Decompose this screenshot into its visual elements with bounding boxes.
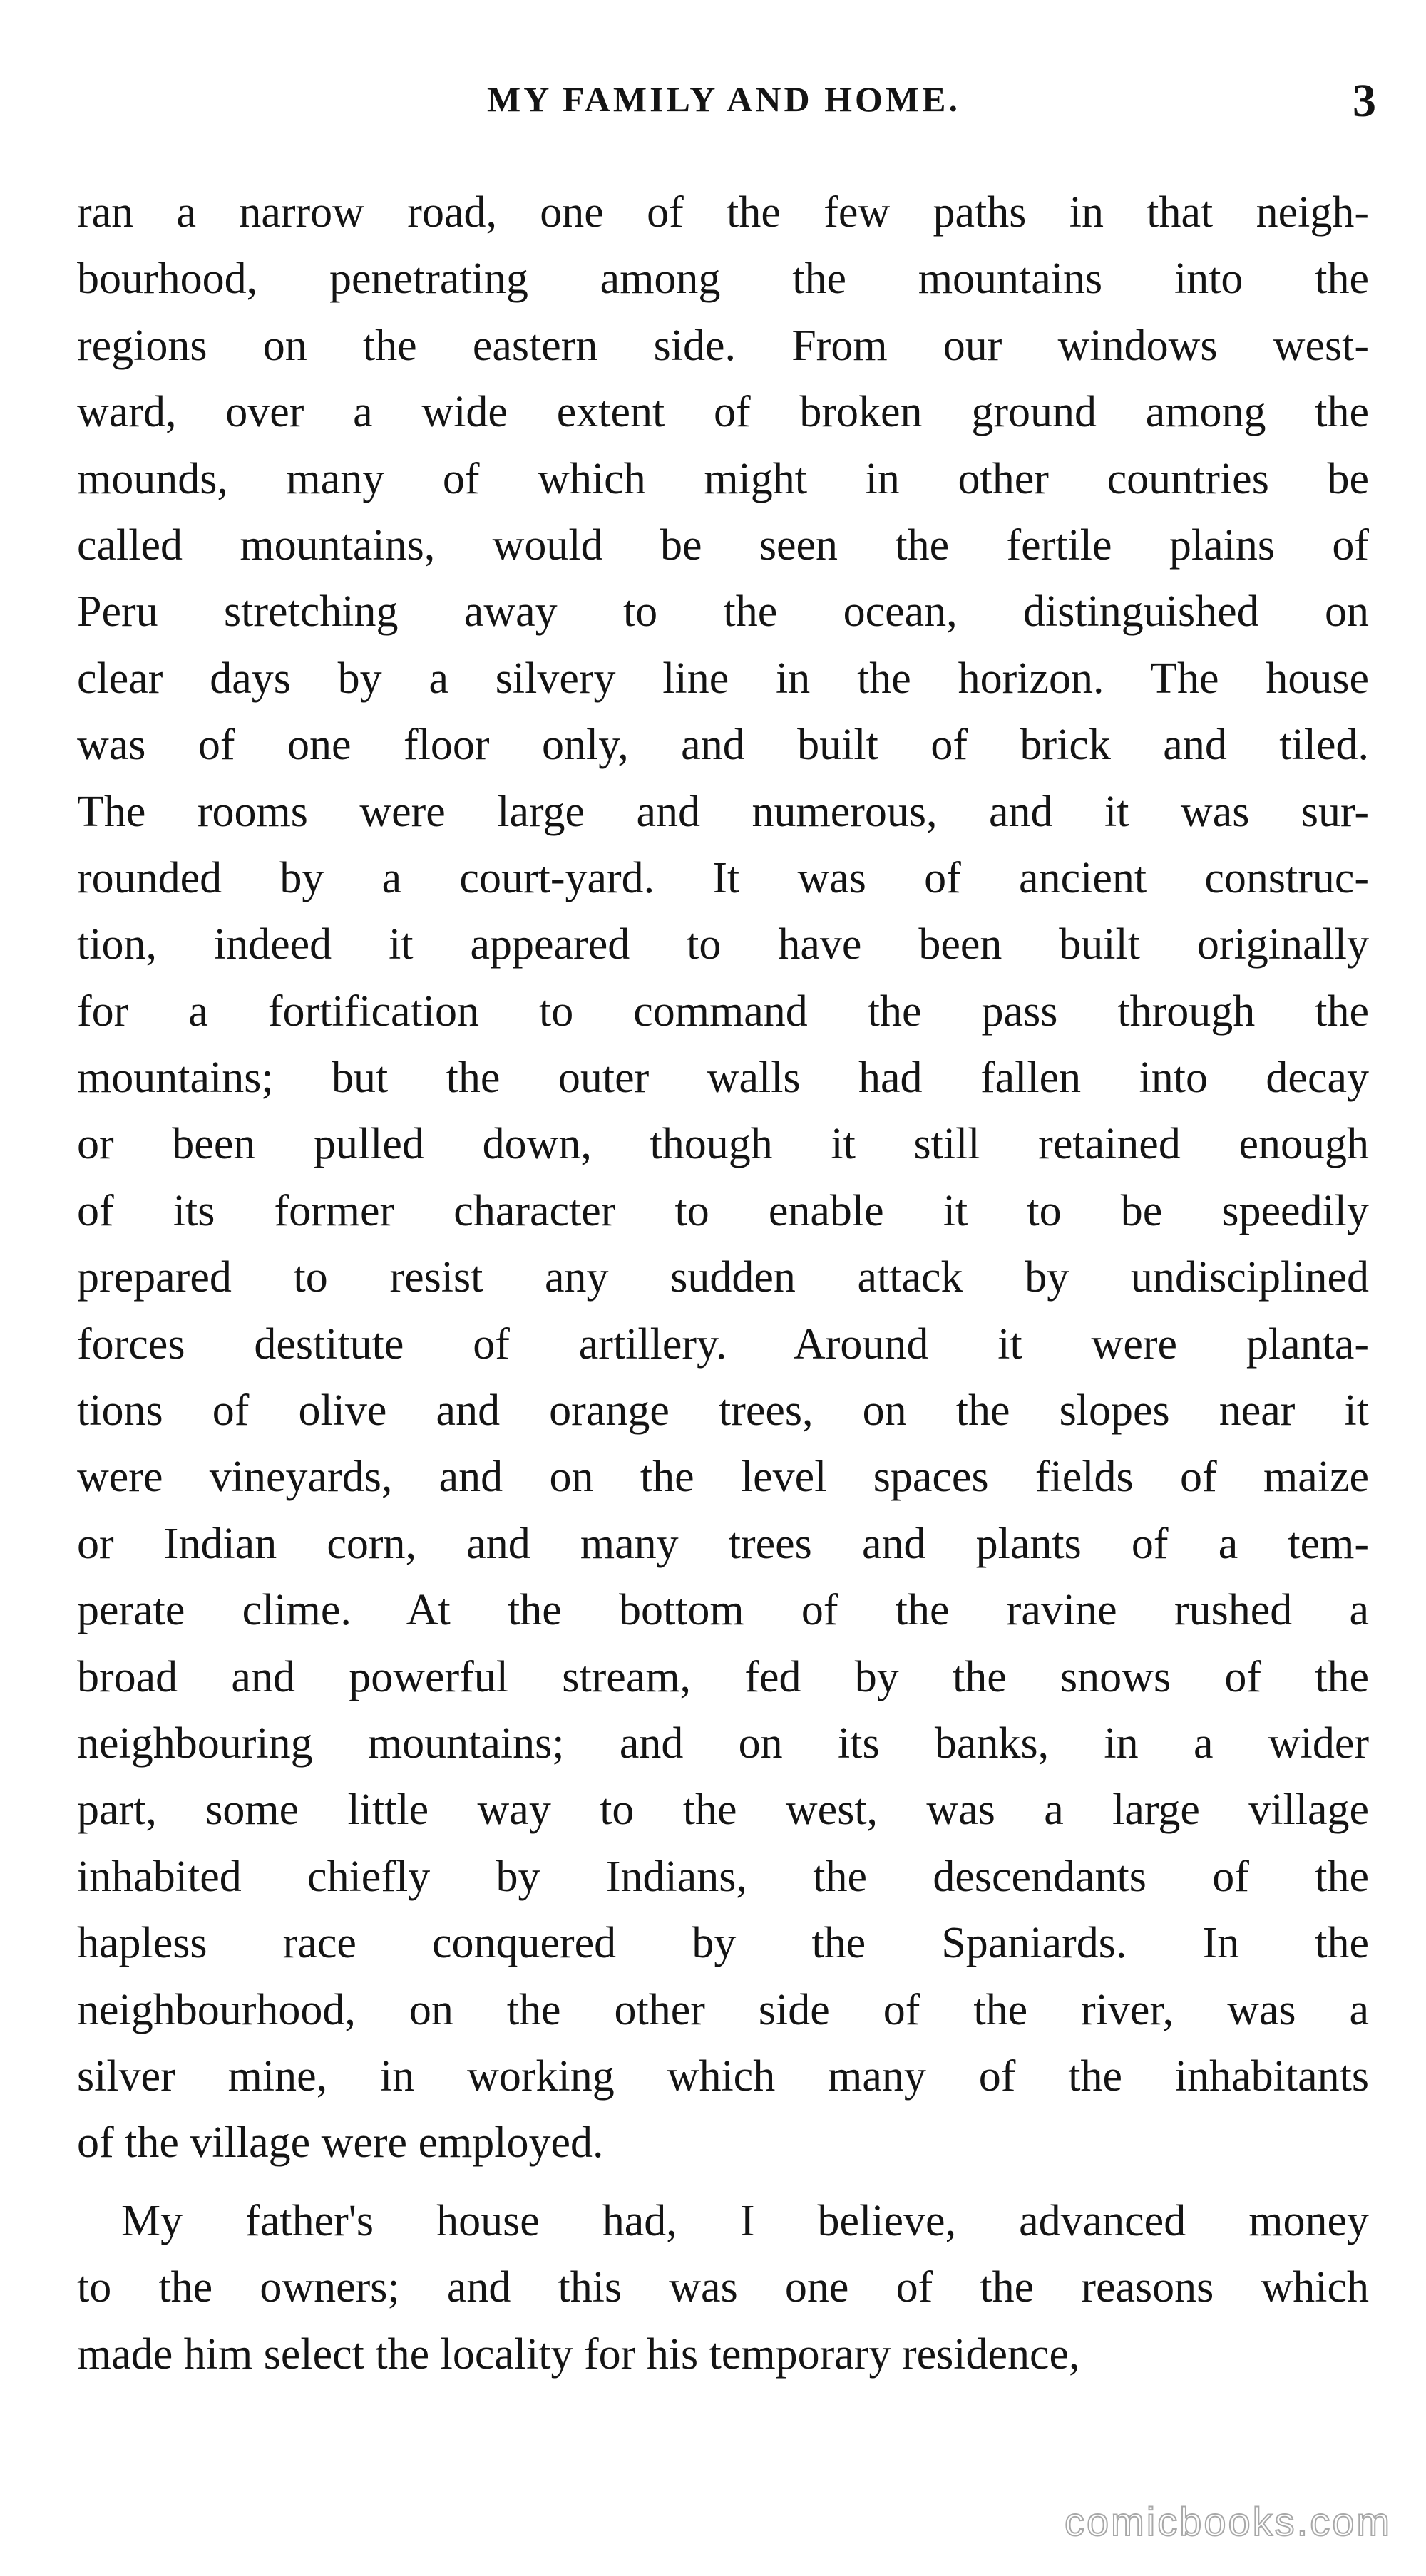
- text-line: made him select the locality for his temporary residence,: [77, 2329, 1080, 2379]
- text-line: tion, indeed it appeared to have been built originally: [77, 920, 1369, 969]
- page-number: 3: [1353, 75, 1376, 127]
- text-line: ran a narrow road, one of the few paths in that neigh-: [77, 188, 1369, 237]
- paragraph-2: [77, 2188, 1369, 2388]
- text-line: tions of olive and orange trees, on the slopes near it: [77, 1386, 1369, 1436]
- text-line: The rooms were large and numerous, and it was sur-: [77, 787, 1369, 836]
- text-line: or Indian corn, and many trees and plants of a tem-: [77, 1519, 1369, 1568]
- text-line: perate clime. At the bottom of the ravine rushed a: [77, 1586, 1369, 1635]
- text-line: regions on the eastern side. From our windows west-: [77, 321, 1369, 370]
- body-text: [77, 180, 1369, 2388]
- paragraph-spacer: [77, 2177, 1369, 2188]
- text-line: inhabited chiefly by Indians, the descendants of the: [77, 1852, 1369, 1901]
- text-line: or been pulled down, though it still retained enough: [77, 1120, 1369, 1169]
- text-line: rounded by a court-yard. It was of ancient construc-: [77, 853, 1369, 902]
- text-line: of its former character to enable it to be speedily: [77, 1186, 1369, 1235]
- text-line: mounds, many of which might in other countries be: [77, 454, 1369, 503]
- text-line: forces destitute of artillery. Around it were planta-: [77, 1319, 1369, 1369]
- text-line: neighbourhood, on the other side of the river, was a: [77, 1985, 1369, 2034]
- text-line: neighbouring mountains; and on its banks, in a wider: [77, 1719, 1369, 1768]
- running-title: MY FAMILY AND HOME.: [487, 79, 960, 119]
- text-line: was of one floor only, and built of brick and tiled.: [77, 721, 1369, 770]
- text-line: of the village were employed.: [77, 2118, 604, 2168]
- text-line: hapless race conquered by the Spaniards. In the: [77, 1919, 1369, 1968]
- text-line: called mountains, would be seen the fertile plains of: [77, 520, 1369, 570]
- text-line: mountains; but the outer walls had fallen into decay: [77, 1053, 1369, 1103]
- text-line: to the owners; and this was one of the reasons which: [77, 2263, 1369, 2312]
- text-line: Peru stretching away to the ocean, distinguished on: [77, 587, 1369, 637]
- watermark: comicbooks.com: [1064, 2499, 1392, 2544]
- paragraph-1: [77, 180, 1369, 2177]
- text-line: part, some little way to the west, was a large village: [77, 1786, 1369, 1835]
- text-line: for a fortification to command the pass through the: [77, 986, 1369, 1036]
- text-line: My father's house had, I believe, advanced money: [121, 2196, 1369, 2245]
- running-head: [71, 75, 1376, 143]
- text-line: ward, over a wide extent of broken ground among the: [77, 388, 1369, 437]
- text-line: bourhood, penetrating among the mountains into the: [77, 254, 1369, 304]
- text-line: clear days by a silvery line in the horizon. The house: [77, 654, 1369, 703]
- text-line: silver mine, in working which many of the inhabitants: [77, 2051, 1369, 2101]
- text-line: prepared to resist any sudden attack by undisciplined: [77, 1253, 1369, 1302]
- text-line: broad and powerful stream, fed by the snows of the: [77, 1652, 1369, 1701]
- text-line: were vineyards, and on the level spaces fields of maize: [77, 1453, 1369, 1502]
